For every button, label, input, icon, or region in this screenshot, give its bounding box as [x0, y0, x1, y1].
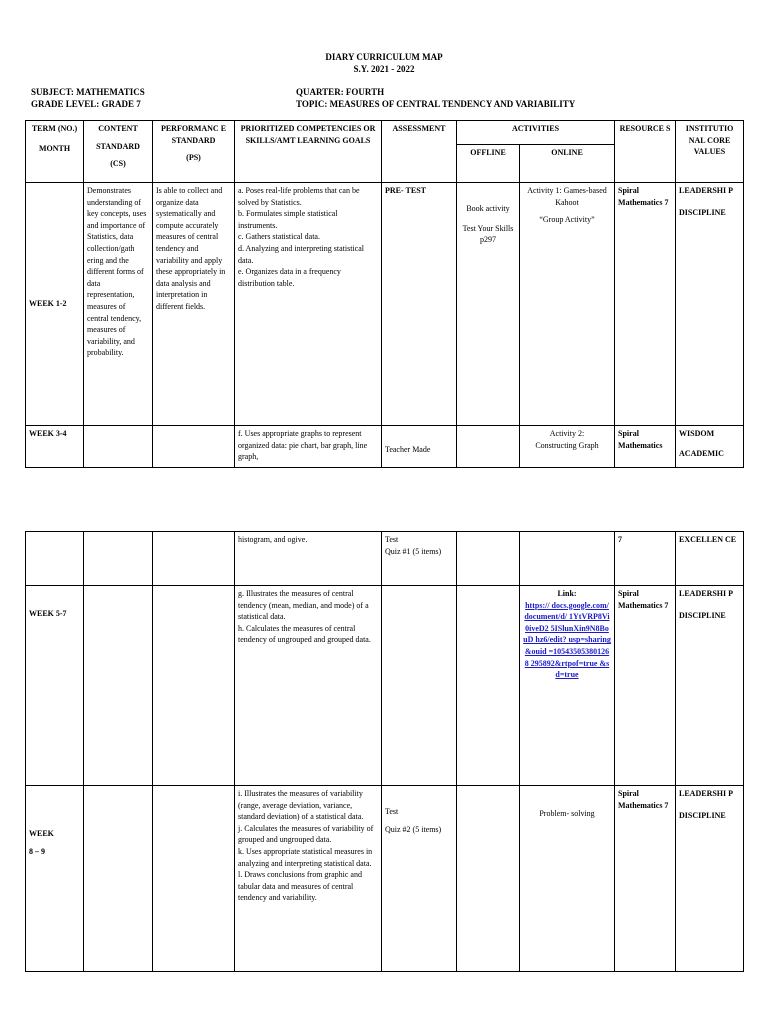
topic-label: TOPIC: MEASURES OF CENTRAL TENDENCY AND VARIABILITY	[296, 99, 576, 109]
school-year: S.Y. 2021 - 2022	[353, 64, 415, 74]
online-cell	[520, 586, 615, 786]
assessment-cell: Test Quiz #2 (5 items)	[382, 786, 457, 972]
performance-standard-cell	[153, 786, 235, 972]
core-values-cell: LEADERSHI P DISCIPLINE	[676, 183, 744, 426]
quarter-label: QUARTER: FOURTH	[296, 87, 385, 97]
resources-cell: 7	[615, 532, 676, 586]
offline-cell	[457, 532, 520, 586]
core-values-cell: EXCELLEN CE	[676, 532, 744, 586]
online-cell	[520, 532, 615, 586]
resources-cell: Spiral Mathematics 7	[615, 183, 676, 426]
core-values-cell: WISDOM ACADEMIC	[676, 426, 744, 468]
header-term: TERM (NO.) MONTH	[26, 121, 84, 183]
header-performance-standard: PERFORMANC E STANDARD (PS)	[153, 121, 235, 183]
content-standard-cell	[84, 586, 153, 786]
resources-cell: Spiral Mathematics 7	[615, 786, 676, 972]
online-cell: Activity 1: Games-based Kahoot “Group Activity”	[520, 183, 615, 426]
assessment-cell	[382, 586, 457, 786]
offline-cell	[457, 426, 520, 468]
table-row	[26, 183, 744, 426]
term-cell: WEEK 1-2	[26, 183, 84, 426]
header-offline: OFFLINE	[457, 145, 520, 183]
google-docs-link[interactable]: https:// docs.google.com/ document/d/ 1YtVRP8Vi0iveD2 5ISlunXin9N8BouD hz6/edit? usp=sharing&ouid =105435053801268 295892&rtpof=true &sd=true	[523, 600, 611, 680]
assessment-cell: PRE- TEST	[382, 183, 457, 426]
grade-level-label: GRADE LEVEL: GRADE 7	[31, 99, 141, 109]
performance-standard-cell: Is able to collect and organize data systematically and compute accurately measures of central tendency and variability and apply these appropriately in data analysis and interpretation in different fields.	[153, 183, 235, 426]
header-assessment: ASSESSMENT	[382, 121, 457, 183]
table-row	[26, 786, 744, 972]
term-cell: WEEK 8 – 9	[26, 786, 84, 972]
assessment-cell: Teacher Made	[382, 426, 457, 468]
performance-standard-cell	[153, 532, 235, 586]
competencies-cell: g. Illustrates the measures of central tendency (mean, median, and mode) of a statistical data. h. Calculates the measures of central tendency of ungrouped and grouped data.	[235, 586, 382, 786]
competencies-cell: f. Uses appropriate graphs to represent organized data: pie chart, bar graph, line graph,	[235, 426, 382, 468]
link-label: Link:	[557, 589, 577, 598]
table-row	[26, 532, 744, 586]
offline-cell: Book activity Test Your Skills p297	[457, 183, 520, 426]
performance-standard-cell	[153, 426, 235, 468]
header-content-standard: CONTENT STANDARD (CS)	[84, 121, 153, 183]
header-activities: ACTIVITIES	[457, 121, 615, 145]
subject-label: SUBJECT: MATHEMATICS	[31, 87, 145, 97]
online-cell: Activity 2: Constructing Graph	[520, 426, 615, 468]
header-resources: RESOURCE S	[615, 121, 676, 183]
resources-cell: Spiral Mathematics	[615, 426, 676, 468]
competencies-cell: i. Illustrates the measures of variability (range, average deviation, variance, standard deviation) of a statistical data. j. Calculates the measures of variability of grouped and ungrouped data. k. Uses appropriate statistical measures in analyzing and interpreting statistical data. l. Draws conclusions from graphic and tabular data and measures of central tendency and variability.	[235, 786, 382, 972]
offline-cell	[457, 786, 520, 972]
curriculum-table-page2	[25, 531, 744, 972]
document-title: DIARY CURRICULUM MAP	[325, 52, 443, 62]
online-cell: Problem- solving	[520, 786, 615, 972]
offline-cell	[457, 586, 520, 786]
competencies-cell: a. Poses real-life problems that can be solved by Statistics. b. Formulates simple statistical instruments. c. Gathers statistical data. d. Analyzing and interpreting statistical data. e. Organizes data in a frequency distribution table.	[235, 183, 382, 426]
header-online: ONLINE	[520, 145, 615, 183]
term-cell: WEEK 3-4	[26, 426, 84, 468]
competencies-cell: histogram, and ogive.	[235, 532, 382, 586]
term-cell	[26, 532, 84, 586]
assessment-cell: Test Quiz #1 (5 items)	[382, 532, 457, 586]
performance-standard-cell	[153, 586, 235, 786]
header-core-values: INSTITUTIO NAL CORE VALUES	[676, 121, 744, 183]
table-row	[26, 586, 744, 786]
curriculum-table-page1	[25, 120, 744, 468]
table-row	[26, 426, 744, 468]
resources-cell: Spiral Mathematics 7	[615, 586, 676, 786]
core-values-cell: LEADERSHI P DISCIPLINE	[676, 586, 744, 786]
term-cell: WEEK 5-7	[26, 586, 84, 786]
content-standard-cell	[84, 532, 153, 586]
content-standard-cell: Demonstrates understanding of key concepts, uses and importance of Statistics, data collection/gath ering and the different forms of data representation, measures of central tendency, measures of variability, and probability.	[84, 183, 153, 426]
content-standard-cell	[84, 786, 153, 972]
header-prioritized-competencies: PRIORITIZED COMPETENCIES OR SKILLS/AMT LEARNING GOALS	[235, 121, 382, 183]
core-values-cell: LEADERSHI P DISCIPLINE	[676, 786, 744, 972]
content-standard-cell	[84, 426, 153, 468]
